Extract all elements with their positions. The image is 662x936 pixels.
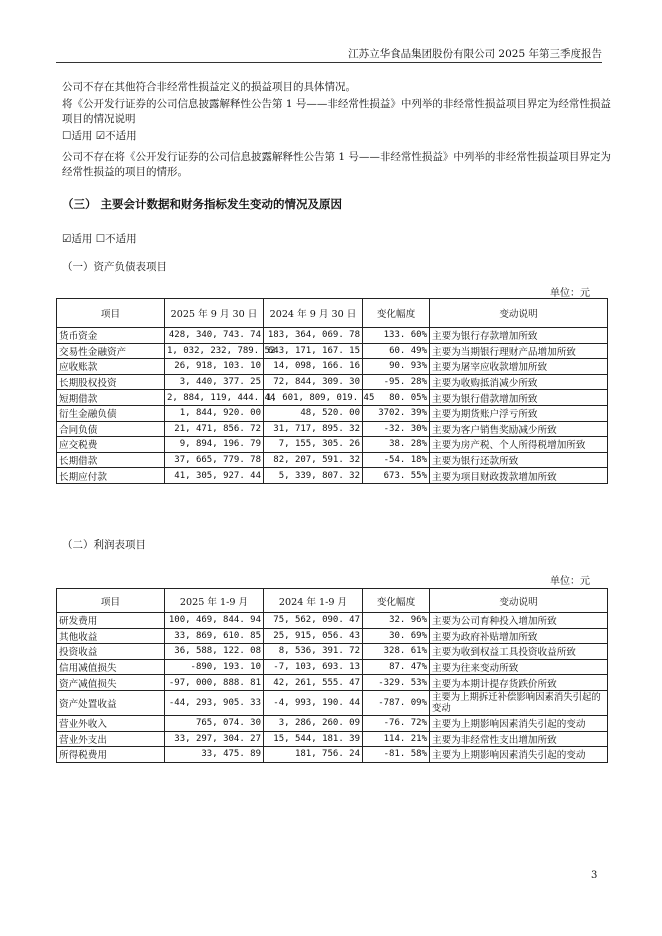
col-header: 2024 年 1-9 月 xyxy=(264,589,363,613)
table-cell: 资产减值损失 xyxy=(57,675,165,691)
table-cell: -4, 993, 190. 44 xyxy=(264,690,363,715)
table-cell: 32. 96% xyxy=(363,613,430,629)
col-header: 变动说明 xyxy=(430,299,608,328)
table-cell: 1, 844, 920. 00 xyxy=(165,405,264,421)
table-row xyxy=(57,359,608,375)
table-cell: 营业外支出 xyxy=(57,731,165,747)
table-row xyxy=(57,715,608,731)
table-row xyxy=(57,343,608,359)
table-cell: 主要为上期影响因素消失引起的变动 xyxy=(430,747,608,763)
table-cell: -95. 28% xyxy=(363,374,430,390)
table-cell: 181, 756. 24 xyxy=(264,747,363,763)
table-cell: -81. 58% xyxy=(363,747,430,763)
table-cell: -32. 30% xyxy=(363,421,430,437)
table-cell: 合同负债 xyxy=(57,421,165,437)
table-cell: 33, 475. 89 xyxy=(165,747,264,763)
table-cell: 33, 297, 304. 27 xyxy=(165,731,264,747)
table-cell: -54. 18% xyxy=(363,452,430,468)
table-row xyxy=(57,405,608,421)
table-cell: 5, 339, 807. 32 xyxy=(264,468,363,484)
table-cell: 8, 536, 391. 72 xyxy=(264,644,363,660)
table-row xyxy=(57,690,608,715)
table-cell: 38. 28% xyxy=(363,437,430,453)
table-cell: 应收账款 xyxy=(57,359,165,375)
table-cell: 所得税费用 xyxy=(57,747,165,763)
income-header-row xyxy=(57,589,608,613)
table-cell: 133. 60% xyxy=(363,328,430,344)
balance-unit: 单位：元 xyxy=(550,288,590,299)
table-cell: 主要为公司育种投入增加所致 xyxy=(430,613,608,629)
table-cell: -787. 09% xyxy=(363,690,430,715)
table-cell: 428, 340, 743. 74 xyxy=(165,328,264,344)
para-1: 公司不存在其他符合非经常性损益定义的损益项目的具体情况。 xyxy=(62,81,356,93)
table-row xyxy=(57,421,608,437)
table-row xyxy=(57,613,608,629)
header-text: 江苏立华食品集团股份有限公司 2025 年第三季度报告 xyxy=(348,48,602,60)
para-2b: 项目的情况说明 xyxy=(62,113,136,125)
table-cell: 80. 05% xyxy=(363,390,430,406)
table-cell: 37, 665, 779. 78 xyxy=(165,452,264,468)
table-cell: 60. 49% xyxy=(363,343,430,359)
table-cell: 主要为期货账户浮亏所致 xyxy=(430,405,608,421)
table-cell: 31, 717, 895. 32 xyxy=(264,421,363,437)
table-cell: 短期借款 xyxy=(57,390,165,406)
balance-header-row xyxy=(57,299,608,328)
table-cell: 87. 47% xyxy=(363,659,430,675)
page-number: 3 xyxy=(591,870,598,881)
table-cell: 交易性金融资产 xyxy=(57,343,165,359)
table-cell: 主要为收到权益工具投资收益所致 xyxy=(430,644,608,660)
income-statement-table xyxy=(56,588,608,763)
table-cell: 3702. 39% xyxy=(363,405,430,421)
table-cell: 114. 21% xyxy=(363,731,430,747)
table-cell: -76. 72% xyxy=(363,715,430,731)
table-cell: 36, 588, 122. 08 xyxy=(165,644,264,660)
table-cell: 主要为银行借款增加所致 xyxy=(430,390,608,406)
table-cell: -97, 000, 888. 81 xyxy=(165,675,264,691)
para-3a: 公司不存在将《公开发行证券的公司信息披露解释性公告第 1 号——非经常性损益》中列举的非经常性损益项目界定为 xyxy=(62,151,611,163)
col-header: 项目 xyxy=(57,589,165,613)
table-cell: 41, 305, 927. 44 xyxy=(165,468,264,484)
table-row xyxy=(57,328,608,344)
col-header: 变化幅度 xyxy=(363,589,430,613)
table-cell: 3, 440, 377. 25 xyxy=(165,374,264,390)
table-row xyxy=(57,628,608,644)
table-row xyxy=(57,731,608,747)
balance-sheet-table xyxy=(56,298,608,484)
col-header: 2025 年 9 月 30 日 xyxy=(165,299,264,328)
table-cell: 主要为当期银行理财产品增加所致 xyxy=(430,343,608,359)
table-cell: 100, 469, 844. 94 xyxy=(165,613,264,629)
table-cell: 75, 562, 090. 47 xyxy=(264,613,363,629)
table-cell: 33, 869, 610. 85 xyxy=(165,628,264,644)
table-cell: 投资收益 xyxy=(57,644,165,660)
table-cell: 衍生金融负债 xyxy=(57,405,165,421)
table-cell: 货币资金 xyxy=(57,328,165,344)
table-cell: 长期借款 xyxy=(57,452,165,468)
table-cell: 14, 098, 166. 16 xyxy=(264,359,363,375)
table-row xyxy=(57,659,608,675)
table-cell: 主要为客户销售奖励减少所致 xyxy=(430,421,608,437)
table-cell: 研发费用 xyxy=(57,613,165,629)
income-subtitle: （二）利润表项目 xyxy=(62,539,146,551)
table-cell: 主要为收购抵消减少所致 xyxy=(430,374,608,390)
table-cell: 25, 915, 056. 43 xyxy=(264,628,363,644)
table-cell: 82, 207, 591. 32 xyxy=(264,452,363,468)
table-cell: 应交税费 xyxy=(57,437,165,453)
table-cell: 90. 93% xyxy=(363,359,430,375)
balance-subtitle: （一）资产负债表项目 xyxy=(62,261,167,273)
table-cell: 21, 471, 856. 72 xyxy=(165,421,264,437)
para-2a: 将《公开发行证券的公司信息披露解释性公告第 1 号——非经常性损益》中列举的非经常性损益项目界定为经常性损益 xyxy=(62,98,611,110)
table-cell: 42, 261, 555. 47 xyxy=(264,675,363,691)
table-cell: 7, 155, 305. 26 xyxy=(264,437,363,453)
col-header: 项目 xyxy=(57,299,165,328)
table-row xyxy=(57,452,608,468)
table-cell: -44, 293, 905. 33 xyxy=(165,690,264,715)
table-cell: 长期应付款 xyxy=(57,468,165,484)
table-cell: 主要为非经常性支出增加所致 xyxy=(430,731,608,747)
applicability-option-2: ☑适用 ☐不适用 xyxy=(62,233,137,245)
table-cell: 673. 55% xyxy=(363,468,430,484)
table-cell: 48, 520. 00 xyxy=(264,405,363,421)
col-header: 2024 年 9 月 30 日 xyxy=(264,299,363,328)
table-row xyxy=(57,675,608,691)
page-header xyxy=(56,46,602,63)
table-cell: 15, 544, 181. 39 xyxy=(264,731,363,747)
table-row xyxy=(57,747,608,763)
table-cell: 328. 61% xyxy=(363,644,430,660)
table-cell: -329. 53% xyxy=(363,675,430,691)
table-cell: 主要为屠宰应收款增加所致 xyxy=(430,359,608,375)
table-cell: 3, 286, 260. 09 xyxy=(264,715,363,731)
table-cell: -7, 103, 693. 13 xyxy=(264,659,363,675)
table-cell: 主要为房产税、个人所得税增加所致 xyxy=(430,437,608,453)
table-cell: 主要为政府补贴增加所致 xyxy=(430,628,608,644)
table-cell: 26, 918, 103. 10 xyxy=(165,359,264,375)
income-unit: 单位：元 xyxy=(550,576,590,587)
table-cell: 183, 364, 069. 78 xyxy=(264,328,363,344)
table-cell: 主要为往来变动所致 xyxy=(430,659,608,675)
table-cell: 1, 601, 809, 019. 45 xyxy=(264,390,363,406)
section-title: （三） 主要会计数据和财务指标发生变动的情况及原因 xyxy=(62,197,343,211)
table-row xyxy=(57,390,608,406)
table-row xyxy=(57,644,608,660)
table-cell: 主要为银行还款所致 xyxy=(430,452,608,468)
table-cell: -890, 193. 10 xyxy=(165,659,264,675)
col-header: 变化幅度 xyxy=(363,299,430,328)
table-cell: 765, 074. 30 xyxy=(165,715,264,731)
table-cell: 营业外收入 xyxy=(57,715,165,731)
table-cell: 主要为项目财政拨款增加所致 xyxy=(430,468,608,484)
table-cell: 9, 894, 196. 79 xyxy=(165,437,264,453)
table-cell: 30. 69% xyxy=(363,628,430,644)
table-cell: 资产处置收益 xyxy=(57,690,165,715)
table-row xyxy=(57,468,608,484)
table-cell: 主要为本期计提存货跌价所致 xyxy=(430,675,608,691)
table-cell: 主要为银行存款增加所致 xyxy=(430,328,608,344)
table-cell: 其他收益 xyxy=(57,628,165,644)
table-cell: 1, 032, 232, 789. 52 xyxy=(165,343,264,359)
applicability-option-1: ☐适用 ☑不适用 xyxy=(62,130,137,142)
table-row xyxy=(57,374,608,390)
table-cell: 主要为上期影响因素消失引起的变动 xyxy=(430,715,608,731)
col-header: 2025 年 1-9 月 xyxy=(165,589,264,613)
col-header: 变动说明 xyxy=(430,589,608,613)
table-cell: 2, 884, 119, 444. 44 xyxy=(165,390,264,406)
table-cell: 72, 844, 309. 30 xyxy=(264,374,363,390)
table-row xyxy=(57,437,608,453)
table-cell: 主要为上期拆迁补偿影响因素消失引起的变动 xyxy=(430,690,608,715)
table-cell: 长期股权投资 xyxy=(57,374,165,390)
table-cell: 信用减值损失 xyxy=(57,659,165,675)
table-cell: 643, 171, 167. 15 xyxy=(264,343,363,359)
para-3b: 经常性损益的项目的情形。 xyxy=(62,166,188,178)
